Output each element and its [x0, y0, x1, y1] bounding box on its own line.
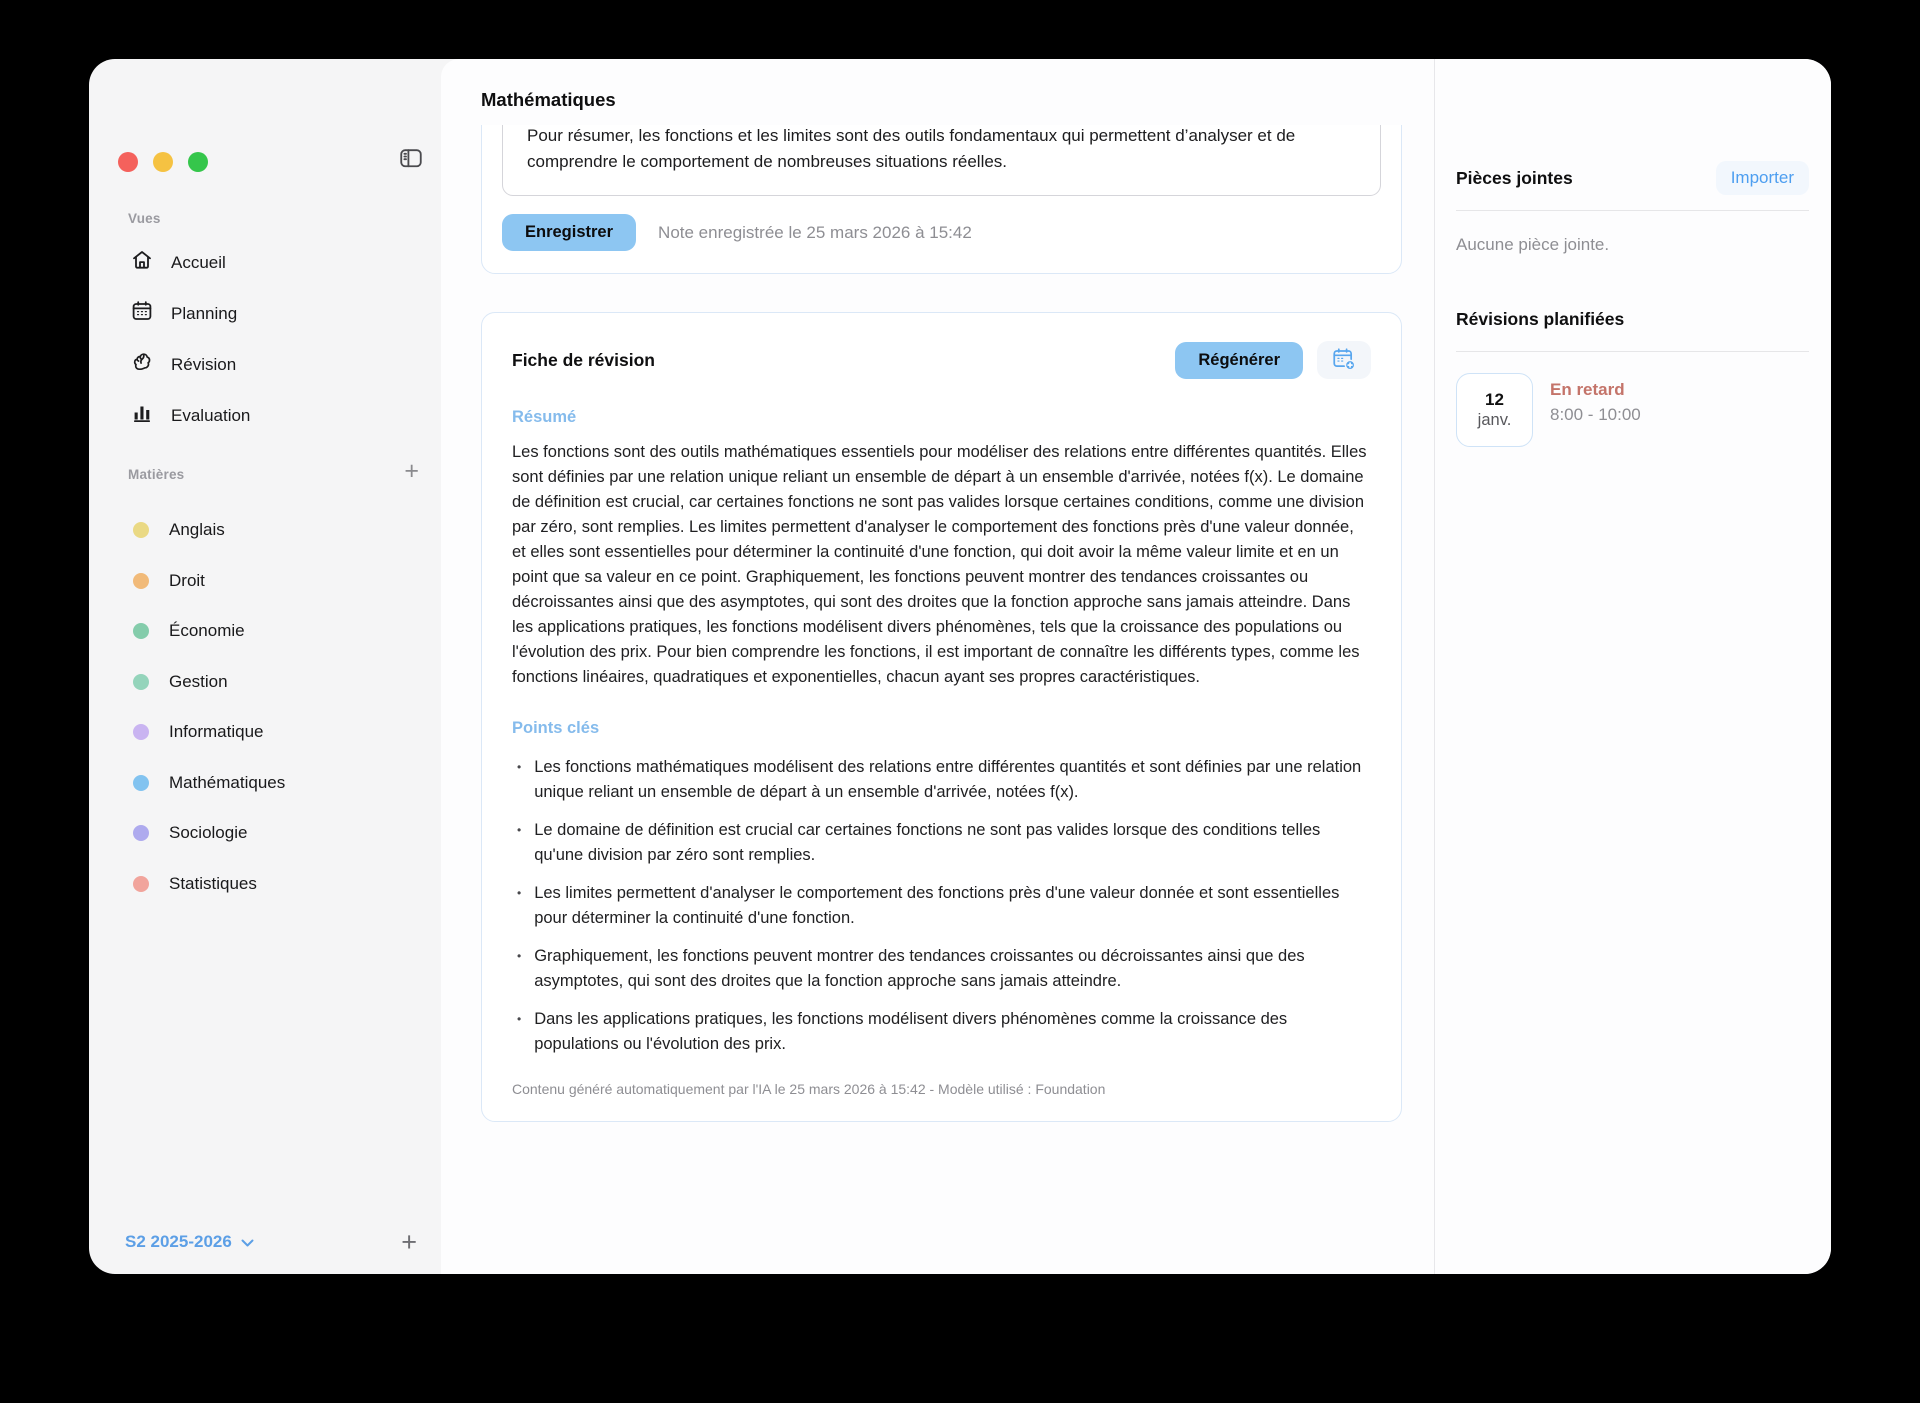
chevron-down-icon — [241, 1232, 254, 1252]
subject-color-dot — [133, 724, 149, 740]
keypoints-heading: Points clés — [512, 719, 600, 737]
sidebar-item-statistiques[interactable] — [89, 859, 441, 910]
subject-label: Droit — [169, 570, 205, 590]
ai-generation-notice: Contenu généré automatiquement par l'IA le 25 mars 2026 à 15:42 - Modèle utilisé : Foundation — [512, 1081, 1106, 1097]
schedule-revision-button[interactable] — [1317, 341, 1371, 379]
divider — [1456, 351, 1809, 352]
details-panel — [1435, 59, 1831, 1274]
divider — [1456, 210, 1809, 211]
views-nav — [89, 237, 441, 441]
main-area — [441, 59, 1435, 1274]
keypoint-text: Les limites permettent d'analyser le comportement des fonctions près d'une valeur donnée et sont essentielles pour déterminer la continuité d'une fonction. — [534, 884, 1340, 927]
bullet-icon: • — [517, 949, 522, 963]
sidebar-item-label: Accueil — [171, 252, 226, 272]
keypoint-item — [512, 944, 1371, 994]
subject-color-dot — [133, 825, 149, 841]
app-window — [89, 59, 1831, 1274]
summary-text: Les fonctions sont des outils mathématiques essentiels pour modéliser des relations entre différentes quantités. Elles sont définies par une relation unique reliant un ensemble de départ à un ensemble d'arrivée, notées f(x). Le domaine de définition est crucial, car certaines fonctions ne sont pas valides lorsque certaines conditions, comme une division par zéro, sont remplies. Les limites permettent d'analyser le comportement des fonctions près d'une valeur donnée, et elles sont essentielles pour déterminer la continuité d'une fonction, qui doit avoir la même valeur limite et en un point que sa valeur en ce point. Graphiquement, les fonctions peuvent montrer des tendances croissantes ou décroissantes ainsi que des asymptotes, qui sont des droites que la fonction approche sans jamais atteindre. Dans les applications pratiques, les fonctions modélisent divers phénomènes, tels que la croissance des populations ou l'évolution des prix. Pour bien comprendre les fonctions, il est important de connaître les différents types, comme les fonctions linéaires, quadratiques et exponentielles, chacun ayant ses propres caractéristiques. — [512, 443, 1367, 686]
keypoint-item — [512, 818, 1371, 868]
regenerate-button[interactable]: Régénérer — [1175, 342, 1303, 379]
revision-time-range: 8:00 - 10:00 — [1550, 405, 1641, 424]
close-window-button[interactable] — [118, 152, 138, 172]
calendar-plus-icon — [1331, 346, 1357, 375]
plus-icon: + — [404, 457, 419, 485]
revision-status-badge: En retard — [1550, 380, 1625, 399]
sidebar-item-label: Planning — [171, 303, 238, 323]
bar-chart-icon — [130, 401, 154, 430]
sidebar-item-label: Evaluation — [171, 405, 251, 425]
views-section-label: Vues — [128, 211, 161, 226]
subject-color-dot — [133, 522, 149, 538]
import-attachment-button[interactable]: Importer — [1716, 161, 1809, 195]
sidebar-item-planning[interactable] — [89, 288, 441, 339]
note-saved-status: Note enregistrée le 25 mars 2026 à 15:42 — [658, 222, 972, 242]
attachments-title: Pièces jointes — [1456, 167, 1573, 188]
subject-color-dot — [133, 573, 149, 589]
sidebar-item-mathematiques[interactable] — [89, 758, 441, 809]
revision-sheet-card — [481, 312, 1402, 1122]
zoom-window-button[interactable] — [188, 152, 208, 172]
attachments-header — [1456, 160, 1809, 196]
brain-icon — [130, 350, 154, 379]
subject-label: Anglais — [169, 520, 225, 540]
sidebar-footer — [89, 1222, 441, 1262]
subject-label: Mathématiques — [169, 772, 286, 792]
subject-color-dot — [133, 876, 149, 892]
keypoint-text: Graphiquement, les fonctions peuvent montrer des tendances croissantes ou décroissantes ainsi que des asymptotes, qui sont des droites que la fonction approche sans jamais atteindre. — [534, 947, 1305, 990]
semester-selector[interactable] — [125, 1232, 254, 1252]
revisions-header — [1456, 301, 1809, 337]
keypoints-list — [512, 755, 1371, 1057]
note-card — [481, 125, 1402, 274]
bullet-icon: • — [517, 760, 522, 774]
sidebar-item-evaluation[interactable] — [89, 390, 441, 441]
save-note-button[interactable]: Enregistrer — [502, 214, 636, 251]
bullet-icon: • — [517, 886, 522, 900]
attachments-empty-state: Aucune pièce jointe. — [1456, 235, 1610, 254]
note-footer — [502, 214, 1381, 251]
revision-list-item[interactable] — [1456, 373, 1809, 447]
sidebar-item-accueil[interactable] — [89, 237, 441, 288]
subject-color-dot — [133, 775, 149, 791]
subject-label: Sociologie — [169, 823, 248, 843]
keypoint-text: Le domaine de définition est crucial car certaines fonctions ne sont pas valides lorsque des conditions telles qu'une division par zéro sont remplies. — [534, 821, 1321, 864]
keypoint-item — [512, 1007, 1371, 1057]
keypoint-text: Dans les applications pratiques, les fonctions modélisent divers phénomènes comme la croissance des populations ou l'évolution des prix. — [534, 1010, 1288, 1053]
revisions-title: Révisions planifiées — [1456, 308, 1625, 329]
subject-color-dot — [133, 674, 149, 690]
keypoint-text: Les fonctions mathématiques modélisent des relations entre différentes quantités et sont définies par une relation unique reliant un ensemble de départ à un ensemble d'arrivée, notées f(x). — [534, 758, 1362, 801]
subject-label: Économie — [169, 621, 245, 641]
revision-sheet-header — [512, 341, 1371, 379]
calendar-icon — [130, 299, 154, 328]
keypoint-item — [512, 881, 1371, 931]
page-title: Mathématiques — [481, 89, 616, 110]
sidebar-item-economie[interactable] — [89, 606, 441, 657]
sidebar-item-label: Révision — [171, 354, 237, 374]
sidebar-item-droit[interactable] — [89, 556, 441, 607]
sidebar-toggle-icon — [396, 159, 426, 174]
keypoint-item — [512, 755, 1371, 805]
sidebar-item-anglais[interactable] — [89, 505, 441, 556]
main-scroll-area[interactable] — [481, 125, 1402, 1274]
subject-color-dot — [133, 623, 149, 639]
revision-sheet-title: Fiche de révision — [512, 349, 655, 370]
window-controls — [118, 152, 208, 172]
toggle-sidebar-button[interactable] — [394, 144, 428, 174]
subject-label: Gestion — [169, 671, 228, 691]
sidebar-item-sociologie[interactable] — [89, 808, 441, 859]
bullet-icon: • — [517, 1012, 522, 1026]
revision-date-badge — [1456, 373, 1533, 447]
subject-label: Informatique — [169, 722, 264, 742]
summary-heading: Résumé — [512, 408, 577, 426]
content-panel — [441, 59, 1831, 1274]
revision-details — [1550, 373, 1641, 447]
revision-month: janv. — [1477, 411, 1512, 429]
sidebar — [89, 59, 441, 1274]
subject-label: Statistiques — [169, 873, 257, 893]
revision-day: 12 — [1485, 390, 1504, 409]
sidebar-item-informatique[interactable] — [89, 707, 441, 758]
bullet-icon: • — [517, 823, 522, 837]
note-textarea[interactable]: Pour résumer, les fonctions et les limites sont des outils fondamentaux qui permettent d’analyser et de comprendre le comportement de nombreuses situations réelles. — [502, 125, 1381, 196]
home-icon — [130, 248, 154, 277]
semester-label: S2 2025-2026 — [125, 1232, 232, 1251]
sidebar-item-revision[interactable] — [89, 339, 441, 390]
sidebar-item-gestion[interactable] — [89, 657, 441, 708]
add-semester-button[interactable] — [401, 1227, 417, 1258]
add-subject-button[interactable] — [404, 457, 419, 486]
plus-icon: + — [401, 1226, 417, 1257]
minimize-window-button[interactable] — [153, 152, 173, 172]
subjects-list — [89, 505, 441, 909]
subjects-section-label: Matières — [128, 467, 185, 482]
